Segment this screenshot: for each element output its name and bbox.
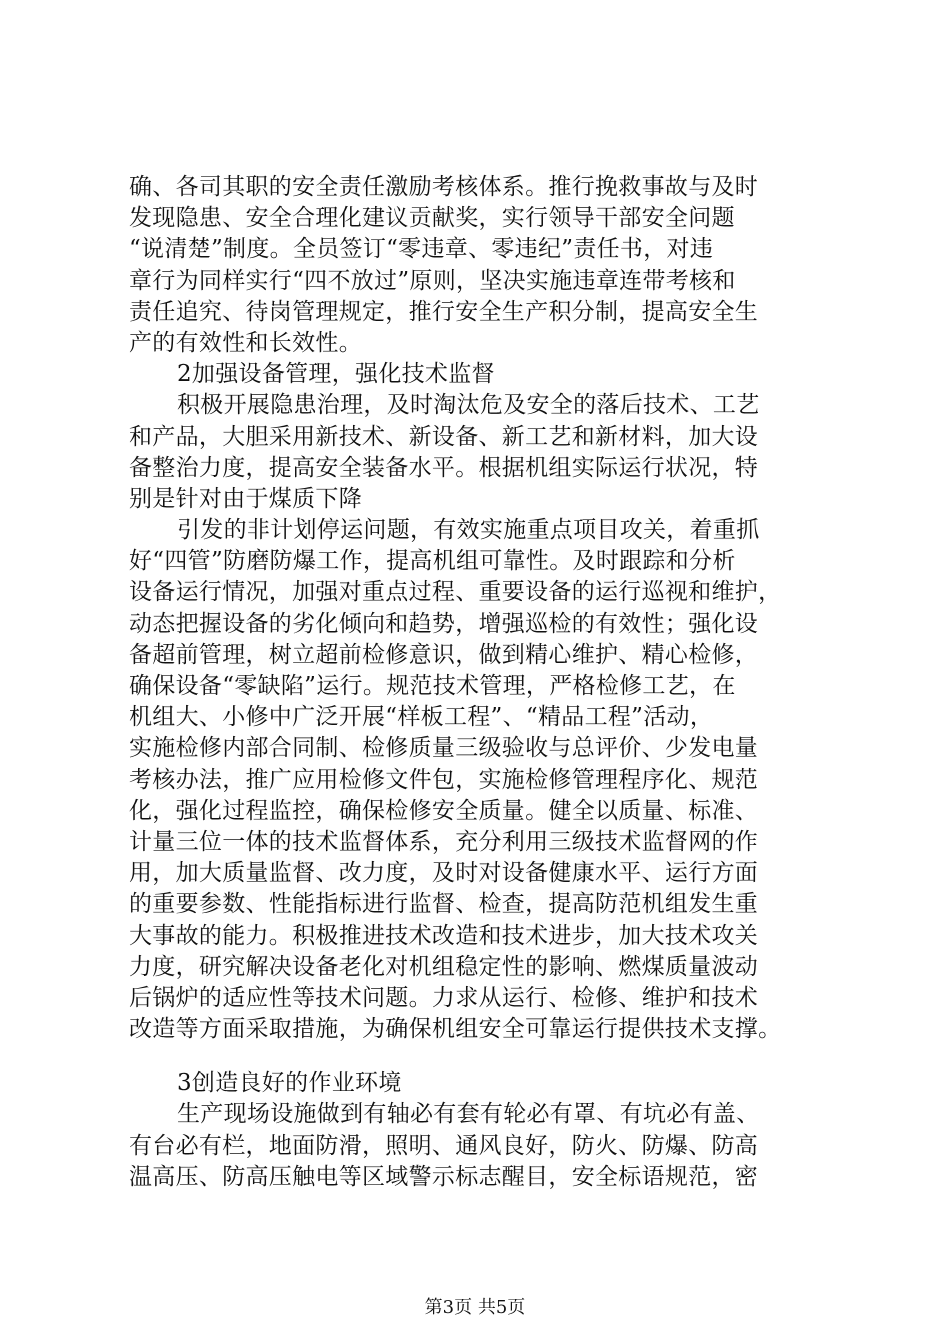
paragraph-gap <box>129 1045 841 1068</box>
text-line: 动态把握设备的劣化倾向和趋势，增强巡检的有效性；强化设 <box>129 610 759 637</box>
paragraph-start: 积极开展隐患治理，及时淘汰危及安全的落后技术、工艺 <box>177 392 760 419</box>
text-line: 备超前管理，树立超前检修意识，做到精心维护、精心检修， <box>129 641 759 668</box>
text-line: 设备运行情况，加强对重点过程、重要设备的运行巡视和维护， <box>129 579 782 606</box>
text-line: 别是针对由于煤质下降 <box>129 485 362 512</box>
text-line: 机组大、小修中广泛开展“样板工程”、“精品工程”活动， <box>129 704 714 731</box>
text-line: 力度，研究解决设备老化对机组稳定性的影响、燃煤质量波动 <box>129 953 759 980</box>
text-line: 化，强化过程监控，确保检修安全质量。健全以质量、标准、 <box>129 797 759 824</box>
text-line: “说清楚”制度。全员签订“零违章、零违纪”责任书，对违 <box>129 236 714 263</box>
section-heading-3: 3创造良好的作业环境 <box>177 1070 402 1097</box>
text-line: 有台必有栏，地面防滑，照明、通风良好，防火、防爆、防高 <box>129 1132 759 1159</box>
text-line: 大事故的能力。积极推进技术改造和技术进步，加大技术攻关 <box>129 922 759 949</box>
text-line: 计量三位一体的技术监督体系，充分利用三级技术监督网的作 <box>129 828 759 855</box>
text-line: 责任追究、待岗管理规定，推行安全生产积分制，提高安全生 <box>129 298 759 325</box>
text-line: 实施检修内部合同制、检修质量三级验收与总评价、少发电量 <box>129 735 759 762</box>
text-line: 确保设备“零缺陷”运行。规范技术管理，严格检修工艺，在 <box>129 673 736 699</box>
paragraph-start: 生产现场设施做到有轴必有套有轮必有罩、有坑必有盖、 <box>177 1101 760 1128</box>
text-line: 后锅炉的适应性等技术问题。力求从运行、检修、维护和技术 <box>129 984 759 1011</box>
document-body <box>129 172 841 1193</box>
text-line: 备整治力度，提高安全装备水平。根据机组实际运行状况，特 <box>129 454 759 481</box>
text-line: 考核办法，推广应用检修文件包，实施检修管理程序化、规范 <box>129 766 759 793</box>
text-line: 发现隐患、安全合理化建议贡献奖，实行领导干部安全问题 <box>129 205 735 232</box>
text-line: 的重要参数、性能指标进行监督、检查，提高防范机组发生重 <box>129 891 759 918</box>
text-line: 改造等方面采取措施，为确保机组安全可靠运行提供技术支撑。 <box>129 1016 782 1043</box>
text-line: 确、各司其职的安全责任激励考核体系。推行挽救事故与及时 <box>129 174 759 200</box>
text-line: 和产品，大胆采用新技术、新设备、新工艺和新材料，加大设 <box>129 423 759 450</box>
text-line: 好“四管”防磨防爆工作，提高机组可靠性。及时跟踪和分析 <box>129 548 736 575</box>
section-heading-2: 2加强设备管理，强化技术监督 <box>177 361 495 388</box>
page-footer <box>0 1298 950 1318</box>
text-line: 用，加大质量监督、改力度，及时对设备健康水平、运行方面 <box>129 860 759 887</box>
text-line: 章行为同样实行“四不放过”原则，坚决实施违章连带考核和 <box>129 267 736 294</box>
text-line: 产的有效性和长效性。 <box>129 329 362 356</box>
text-line: 温高压、防高压触电等区域警示标志醒目，安全标语规范，密 <box>129 1163 759 1190</box>
page-number-label: 第3页 共5页 <box>424 1297 526 1318</box>
paragraph-start: 引发的非计划停运问题，有效实施重点项目攻关，着重抓 <box>177 517 760 544</box>
